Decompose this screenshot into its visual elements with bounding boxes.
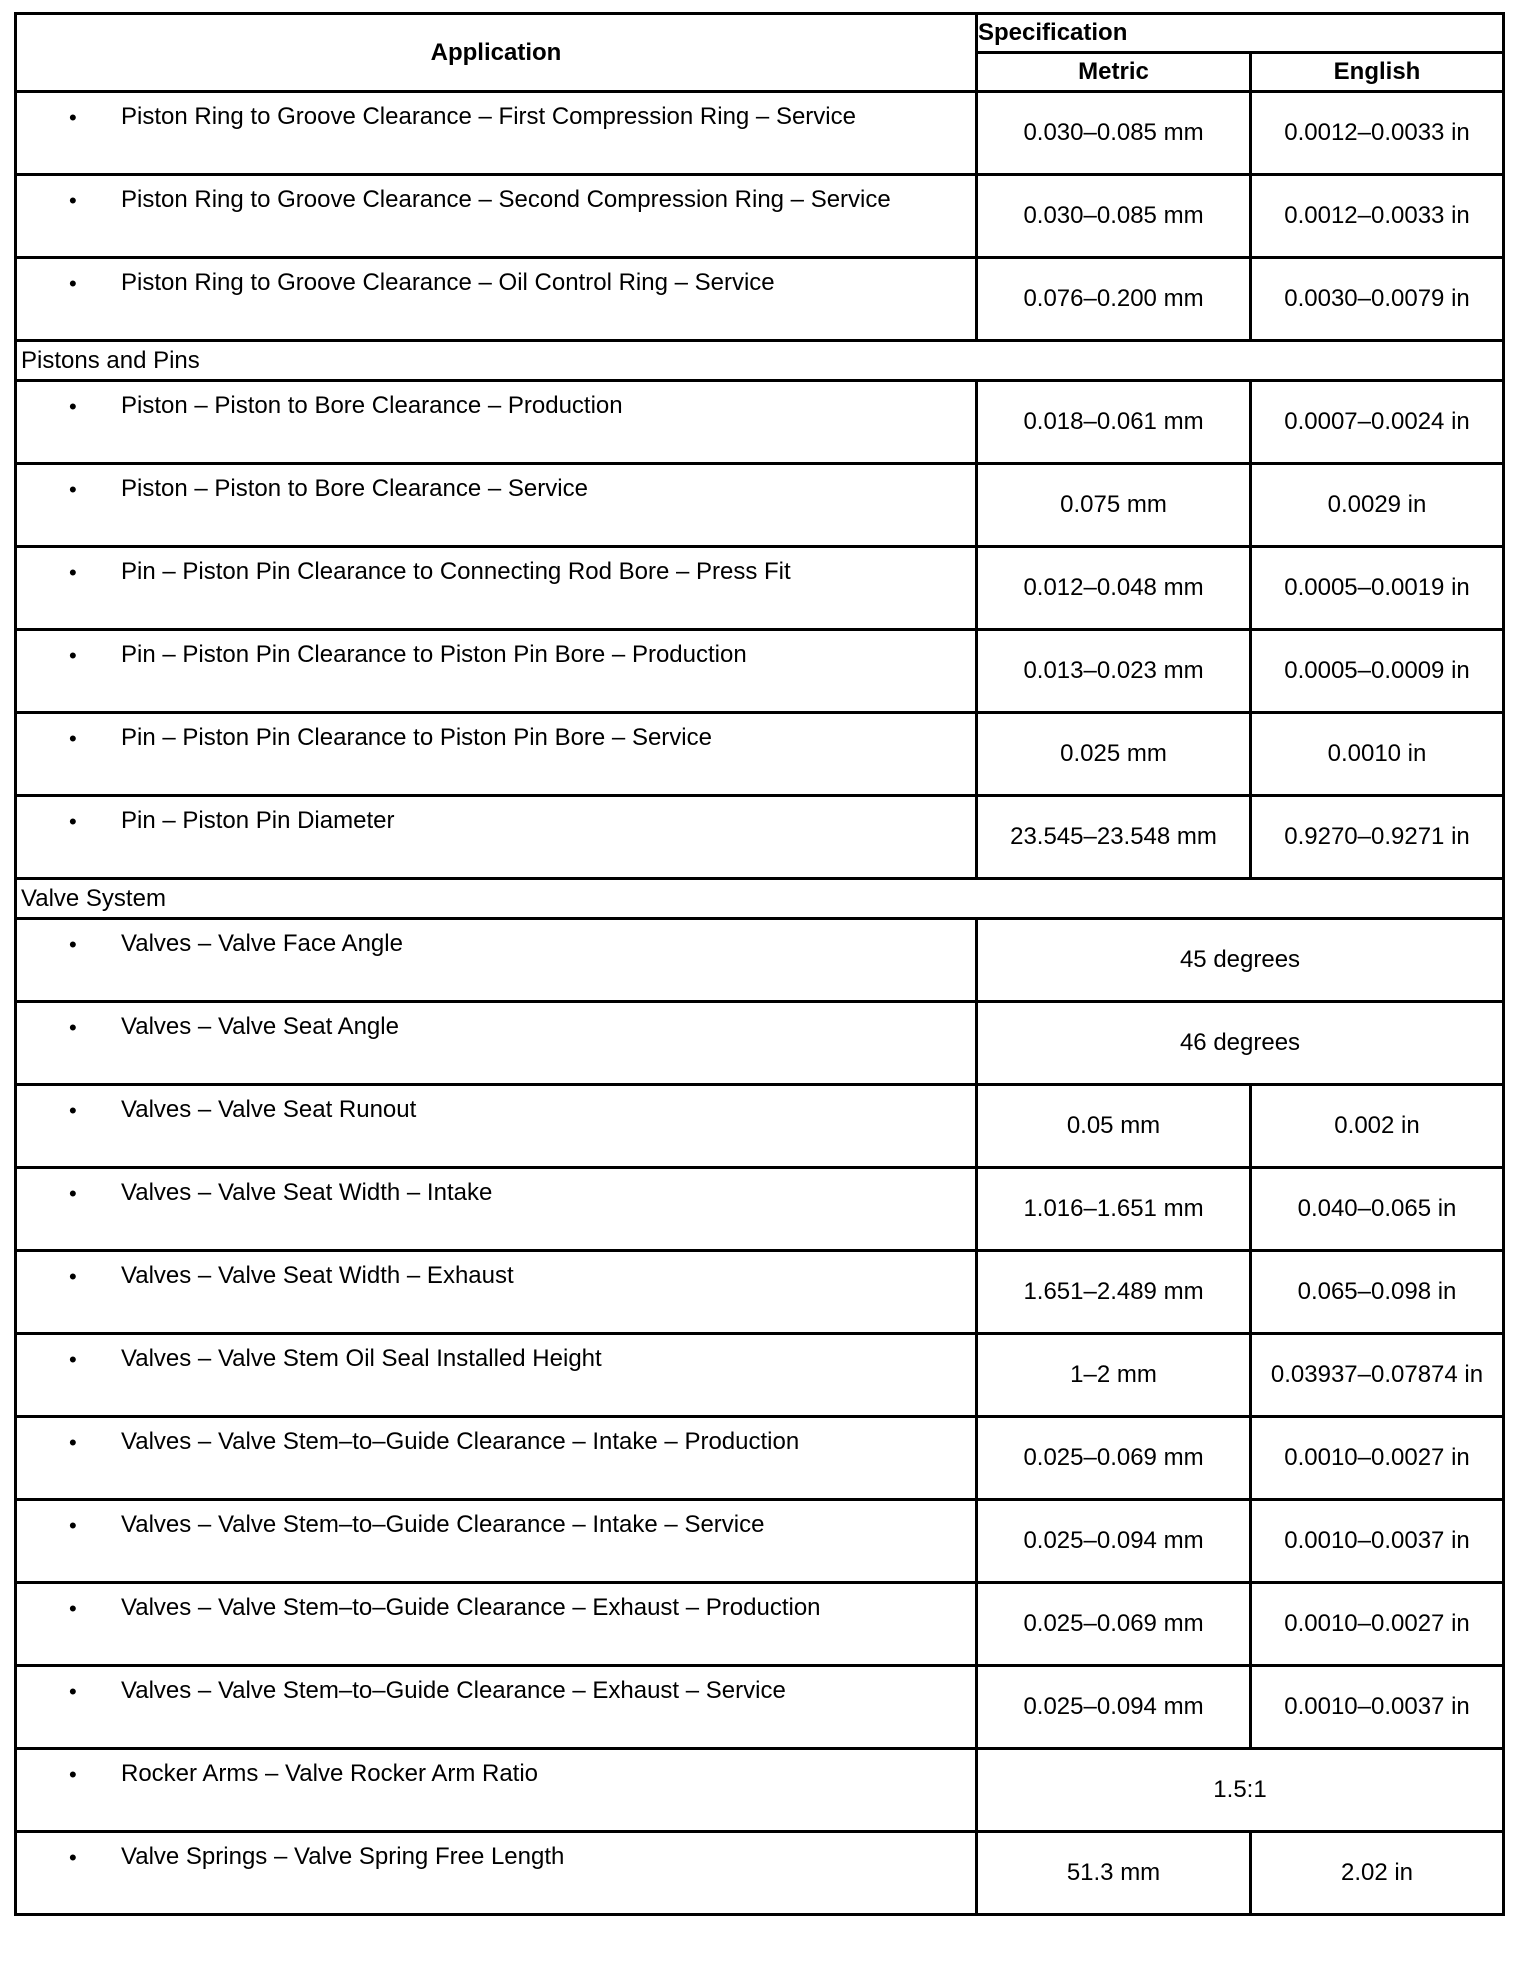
application-text: Pin – Piston Pin Clearance to Piston Pin Bore – Production — [121, 641, 747, 668]
table-row — [16, 1666, 1504, 1749]
table-row — [16, 1251, 1504, 1334]
application-cell — [16, 796, 977, 879]
table-row — [16, 464, 1504, 547]
metric-value: 0.012–0.048 mm — [977, 547, 1251, 630]
english-value: 0.0005–0.0009 in — [1251, 630, 1504, 713]
metric-value: 0.018–0.061 mm — [977, 381, 1251, 464]
bullet-icon: • — [69, 1430, 77, 1455]
application-cell — [16, 1168, 977, 1251]
application-text: Piston Ring to Groove Clearance – Second Compression Ring – Service — [121, 186, 891, 213]
table-row — [16, 796, 1504, 879]
application-text: Valves – Valve Seat Angle — [121, 1013, 399, 1040]
metric-value: 0.025 mm — [977, 713, 1251, 796]
application-text: Piston Ring to Groove Clearance – First Compression Ring – Service — [121, 103, 856, 130]
application-cell — [16, 1417, 977, 1500]
bullet-icon: • — [69, 271, 77, 296]
bullet-icon: • — [69, 1098, 77, 1123]
table-row — [16, 1417, 1504, 1500]
table-row — [16, 547, 1504, 630]
section-row — [16, 879, 1504, 919]
english-header: English — [1251, 53, 1504, 92]
application-cell — [16, 1085, 977, 1168]
table-row — [16, 258, 1504, 341]
application-text: Rocker Arms – Valve Rocker Arm Ratio — [121, 1760, 539, 1787]
bullet-icon: • — [69, 1596, 77, 1621]
table-row — [16, 1500, 1504, 1583]
application-cell — [16, 1500, 977, 1583]
application-text: Valves – Valve Seat Width – Exhaust — [121, 1262, 514, 1289]
bullet-icon: • — [69, 1347, 77, 1372]
metric-value: 0.025–0.094 mm — [977, 1500, 1251, 1583]
application-cell — [16, 175, 977, 258]
application-text: Piston – Piston to Bore Clearance – Production — [121, 392, 623, 419]
metric-value: 0.076–0.200 mm — [977, 258, 1251, 341]
english-value: 2.02 in — [1251, 1832, 1504, 1915]
metric-value: 0.030–0.085 mm — [977, 175, 1251, 258]
bullet-icon: • — [69, 105, 77, 130]
application-text: Valves – Valve Stem–to–Guide Clearance – Exhaust – Service — [121, 1677, 786, 1704]
bullet-icon: • — [69, 560, 77, 585]
english-value: 0.0005–0.0019 in — [1251, 547, 1504, 630]
specification-table — [14, 12, 1505, 1916]
bullet-icon: • — [69, 809, 77, 834]
english-value: 0.0010–0.0037 in — [1251, 1500, 1504, 1583]
application-text: Piston Ring to Groove Clearance – Oil Control Ring – Service — [121, 269, 775, 296]
english-value: 0.0030–0.0079 in — [1251, 258, 1504, 341]
metric-value: 23.545–23.548 mm — [977, 796, 1251, 879]
bullet-icon: • — [69, 932, 77, 957]
metric-value: 0.025–0.094 mm — [977, 1666, 1251, 1749]
table-row — [16, 1583, 1504, 1666]
metric-value: 1.016–1.651 mm — [977, 1168, 1251, 1251]
application-cell — [16, 464, 977, 547]
table-row — [16, 1832, 1504, 1915]
specification-value: 46 degrees — [977, 1002, 1504, 1085]
table-row — [16, 713, 1504, 796]
english-value: 0.002 in — [1251, 1085, 1504, 1168]
table-row — [16, 1168, 1504, 1251]
table-row — [16, 381, 1504, 464]
metric-value: 0.05 mm — [977, 1085, 1251, 1168]
bullet-icon: • — [69, 1679, 77, 1704]
table-row — [16, 1334, 1504, 1417]
english-value: 0.0007–0.0024 in — [1251, 381, 1504, 464]
table-row — [16, 92, 1504, 175]
application-text: Valves – Valve Stem Oil Seal Installed Height — [121, 1345, 602, 1372]
english-value: 0.0010–0.0037 in — [1251, 1666, 1504, 1749]
bullet-icon: • — [69, 1015, 77, 1040]
section-row — [16, 341, 1504, 381]
bullet-icon: • — [69, 188, 77, 213]
application-cell — [16, 1583, 977, 1666]
section-title: Pistons and Pins — [16, 341, 1504, 381]
application-cell — [16, 92, 977, 175]
application-text: Valves – Valve Stem–to–Guide Clearance – Exhaust – Production — [121, 1594, 821, 1621]
table-row — [16, 175, 1504, 258]
application-text: Pin – Piston Pin Diameter — [121, 807, 395, 834]
english-value: 0.0010–0.0027 in — [1251, 1583, 1504, 1666]
english-value: 0.03937–0.07874 in — [1251, 1334, 1504, 1417]
bullet-icon: • — [69, 726, 77, 751]
application-cell — [16, 630, 977, 713]
application-header: Application — [16, 14, 977, 92]
application-cell — [16, 258, 977, 341]
application-text: Piston – Piston to Bore Clearance – Service — [121, 475, 588, 502]
application-cell — [16, 919, 977, 1002]
application-text: Valves – Valve Stem–to–Guide Clearance – Intake – Production — [121, 1428, 800, 1455]
application-cell — [16, 1832, 977, 1915]
application-cell — [16, 1251, 977, 1334]
table-row — [16, 1085, 1504, 1168]
bullet-icon: • — [69, 643, 77, 668]
section-title: Valve System — [16, 879, 1504, 919]
application-text: Valves – Valve Seat Runout — [121, 1096, 417, 1123]
metric-value: 51.3 mm — [977, 1832, 1251, 1915]
bullet-icon: • — [69, 1845, 77, 1870]
metric-value: 0.030–0.085 mm — [977, 92, 1251, 175]
metric-header: Metric — [977, 53, 1251, 92]
metric-value: 1.651–2.489 mm — [977, 1251, 1251, 1334]
table-row — [16, 1749, 1504, 1832]
bullet-icon: • — [69, 394, 77, 419]
english-value: 0.0029 in — [1251, 464, 1504, 547]
application-text: Valve Springs – Valve Spring Free Length — [121, 1843, 565, 1870]
bullet-icon: • — [69, 477, 77, 502]
application-text: Pin – Piston Pin Clearance to Connecting Rod Bore – Press Fit — [121, 558, 791, 585]
bullet-icon: • — [69, 1181, 77, 1206]
english-value: 0.0010–0.0027 in — [1251, 1417, 1504, 1500]
bullet-icon: • — [69, 1513, 77, 1538]
english-value: 0.9270–0.9271 in — [1251, 796, 1504, 879]
english-value: 0.0010 in — [1251, 713, 1504, 796]
specification-value: 1.5:1 — [977, 1749, 1504, 1832]
table-row — [16, 1002, 1504, 1085]
metric-value: 0.013–0.023 mm — [977, 630, 1251, 713]
english-value: 0.040–0.065 in — [1251, 1168, 1504, 1251]
application-cell — [16, 1334, 977, 1417]
bullet-icon: • — [69, 1762, 77, 1787]
table-body — [16, 92, 1504, 1915]
application-text: Pin – Piston Pin Clearance to Piston Pin Bore – Service — [121, 724, 712, 751]
application-cell — [16, 1002, 977, 1085]
specification-value: 45 degrees — [977, 919, 1504, 1002]
english-value: 0.0012–0.0033 in — [1251, 175, 1504, 258]
english-value: 0.065–0.098 in — [1251, 1251, 1504, 1334]
english-value: 0.0012–0.0033 in — [1251, 92, 1504, 175]
table-row — [16, 919, 1504, 1002]
application-cell — [16, 1666, 977, 1749]
specification-header: Specification — [977, 14, 1504, 53]
application-text: Valves – Valve Stem–to–Guide Clearance – Intake – Service — [121, 1511, 765, 1538]
application-text: Valves – Valve Seat Width – Intake — [121, 1179, 493, 1206]
application-text: Valves – Valve Face Angle — [121, 930, 403, 957]
application-cell — [16, 1749, 977, 1832]
bullet-icon: • — [69, 1264, 77, 1289]
metric-value: 0.075 mm — [977, 464, 1251, 547]
application-cell — [16, 381, 977, 464]
table-row — [16, 630, 1504, 713]
metric-value: 0.025–0.069 mm — [977, 1417, 1251, 1500]
application-cell — [16, 713, 977, 796]
application-cell — [16, 547, 977, 630]
metric-value: 0.025–0.069 mm — [977, 1583, 1251, 1666]
metric-value: 1–2 mm — [977, 1334, 1251, 1417]
